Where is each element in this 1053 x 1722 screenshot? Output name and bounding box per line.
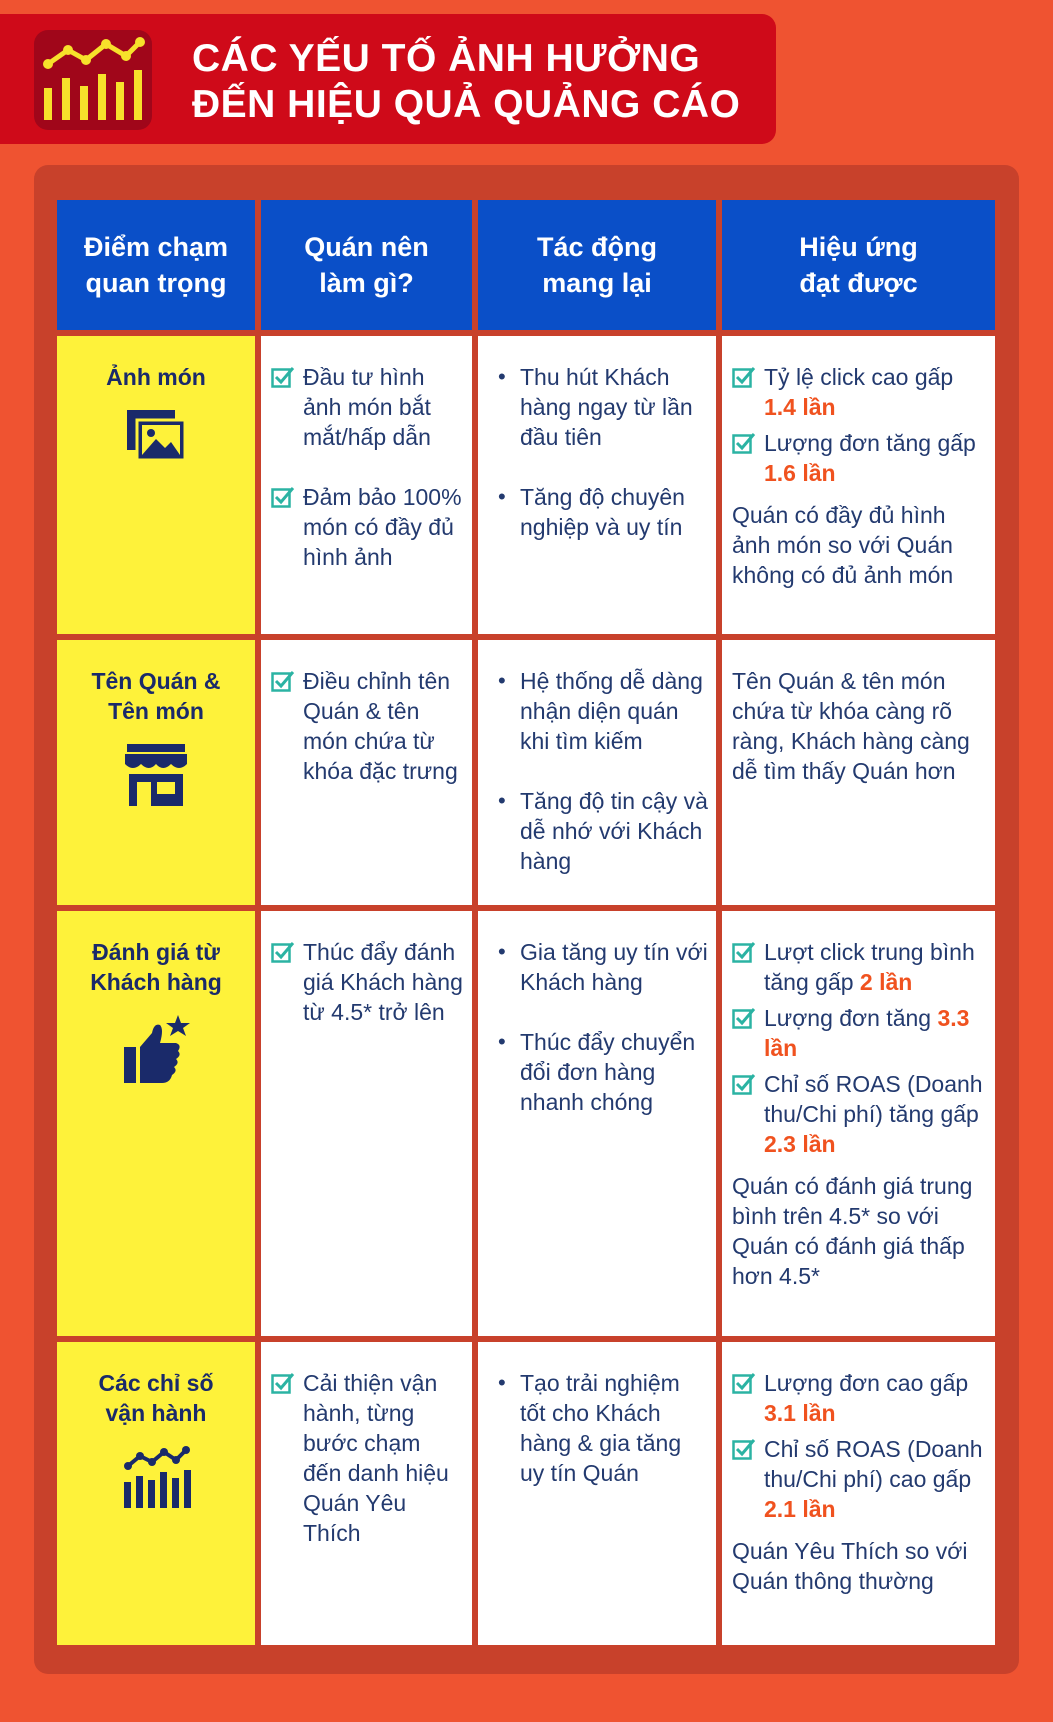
row-1-effects [722,336,995,634]
effect-highlight: 1.6 lần [764,460,836,486]
checkbox-checked-icon [732,1438,756,1460]
column-header-effect [722,200,995,330]
action-text: Đầu tư hình ảnh món bắt mắt/hấp dẫn [303,364,431,450]
column-header-text: quan trọng [85,268,227,298]
column-header-text: đạt được [799,268,918,298]
row-2-actions [261,640,472,905]
bullet-icon: • [498,668,506,693]
effect-text: Lượng đơn tăng [764,1005,932,1031]
impact-text: Thu hút Khách hàng ngay từ lần đầu tiên [520,364,693,450]
effect-note: Tên Quán & tên món chứa từ khóa càng rõ ràng, Khách hàng càng dễ tìm thấy Quán hơn [732,668,970,784]
row-key-reviews [57,911,255,1336]
bullet-icon: • [498,788,506,813]
effect-note: Quán có đánh giá trung bình trên 4.5* so với Quán có đánh giá thấp hơn 4.5* [732,1173,973,1289]
effect-highlight: 3.1 lần [764,1400,836,1426]
action-text: Điều chỉnh tên Quán & tên món chứa từ khóa đặc trưng [303,668,458,784]
effect-text: Lượt click trung bình tăng gấp [764,939,975,995]
checkbox-checked-icon [271,670,295,692]
chart-growth-icon [34,30,152,130]
impact-text: Tăng độ chuyên nghiệp và uy tín [520,484,685,540]
action-text: Thúc đẩy đánh giá Khách hàng từ 4.5* trở lên [303,939,463,1025]
row-2-effects [722,640,995,905]
impact-text: Thúc đẩy chuyển đổi đơn hàng nhanh chóng [520,1029,696,1115]
action-item [271,666,464,786]
factors-table [57,200,995,1645]
effect-item [732,1003,987,1063]
row-4-impacts [478,1342,716,1645]
effect-highlight: 2.1 lần [764,1496,836,1522]
impact-item [488,362,708,452]
page-title [192,36,740,128]
row-key-shop-name [57,640,255,905]
impact-text: Gia tăng uy tín với Khách hàng [520,939,708,995]
effect-text: Lượng đơn tăng gấp [764,430,976,456]
column-header-actions [261,200,472,330]
action-text: Đảm bảo 100% món có đầy đủ hình ảnh [303,484,462,570]
title-line-1: CÁC YẾU TỐ ẢNH HƯỞNG [192,37,701,80]
effect-note: Quán Yêu Thích so với Quán thông thường [732,1538,968,1594]
checkbox-checked-icon [732,432,756,454]
action-item [271,362,464,452]
title-line-2: ĐẾN HIỆU QUẢ QUẢNG CÁO [192,83,741,126]
row-key-label: Tên món [108,698,204,724]
row-key-label: Tên Quán & [91,668,221,694]
checkbox-checked-icon [271,941,295,963]
impact-text: Tạo trải nghiệm tốt cho Khách hàng & gia tăng uy tín Quán [520,1370,682,1486]
effect-highlight: 2 lần [859,969,913,995]
storefront-icon [123,742,189,808]
row-4-actions [261,1342,472,1645]
row-key-operations [57,1342,255,1645]
effect-item [732,1368,987,1428]
effect-item [732,362,987,422]
effect-note: Quán có đầy đủ hình ảnh món so với Quán không có đủ ảnh món [732,502,954,588]
impact-item [488,1027,708,1117]
impact-text: Tăng độ tin cậy và dễ nhớ với Khách hàng [520,788,708,874]
effect-highlight: 2.3 lần [764,1131,836,1157]
checkbox-checked-icon [732,941,756,963]
effect-highlight: 1.4 lần [764,394,836,420]
action-text: Cải thiện vận hành, từng bước chạm đến danh hiệu Quán Yêu Thích [303,1370,449,1546]
column-header-text: Hiệu ứng [799,232,918,262]
row-key-label: Đánh giá từ [92,939,220,965]
effect-item [732,1069,987,1159]
column-header-text: Quán nên [304,232,429,262]
row-2-impacts [478,640,716,905]
header-banner [0,14,776,144]
row-key-label: vận hành [105,1400,207,1426]
row-3-effects [722,911,995,1336]
checkbox-checked-icon [732,366,756,388]
row-key-label: Khách hàng [90,969,222,995]
column-header-touchpoint [57,200,255,330]
thumbs-up-star-icon [116,1013,196,1087]
row-1-actions [261,336,472,634]
effect-item [732,937,987,997]
row-4-effects [722,1342,995,1645]
effect-highlight: 3.3 lần [764,1005,970,1061]
row-3-impacts [478,911,716,1336]
impact-item [488,482,708,542]
impact-item [488,786,708,876]
checkbox-checked-icon [271,1372,295,1394]
bullet-icon: • [498,939,506,964]
action-item [271,937,464,1027]
effect-text: Chỉ số ROAS (Doanh thu/Chi phí) cao gấp [764,1436,983,1492]
impact-item [488,1368,708,1488]
checkbox-checked-icon [732,1007,756,1029]
effect-item [732,1434,987,1524]
image-icon [125,408,187,462]
column-header-impact [478,200,716,330]
checkbox-checked-icon [271,486,295,508]
effect-text: Lượng đơn cao gấp [764,1370,969,1396]
effect-text: Tỷ lệ click cao gấp [764,364,954,390]
effect-item [732,428,987,488]
impact-item [488,666,708,756]
column-header-text: mang lại [542,268,652,298]
row-key-dish-photo [57,336,255,634]
checkbox-checked-icon [732,1372,756,1394]
logo-badge [34,30,152,130]
column-header-text: Điểm chạm [83,232,229,262]
row-3-actions [261,911,472,1336]
row-key-label: Ảnh món [106,364,206,390]
bullet-icon: • [498,1029,506,1054]
bullet-icon: • [498,364,506,389]
impact-item [488,937,708,997]
checkbox-checked-icon [271,366,295,388]
checkbox-checked-icon [732,1073,756,1095]
bullet-icon: • [498,1370,506,1395]
bullet-icon: • [498,484,506,509]
row-key-label: Các chỉ số [98,1370,214,1396]
column-header-text: Tác động [537,232,657,262]
column-header-text: làm gì? [319,268,414,298]
chart-growth-icon [120,1444,192,1510]
impact-text: Hệ thống dễ dàng nhận diện quán khi tìm kiếm [520,668,703,754]
action-item [271,1368,464,1548]
effect-text: Chỉ số ROAS (Doanh thu/Chi phí) tăng gấp [764,1071,983,1127]
action-item [271,482,464,572]
row-1-impacts [478,336,716,634]
